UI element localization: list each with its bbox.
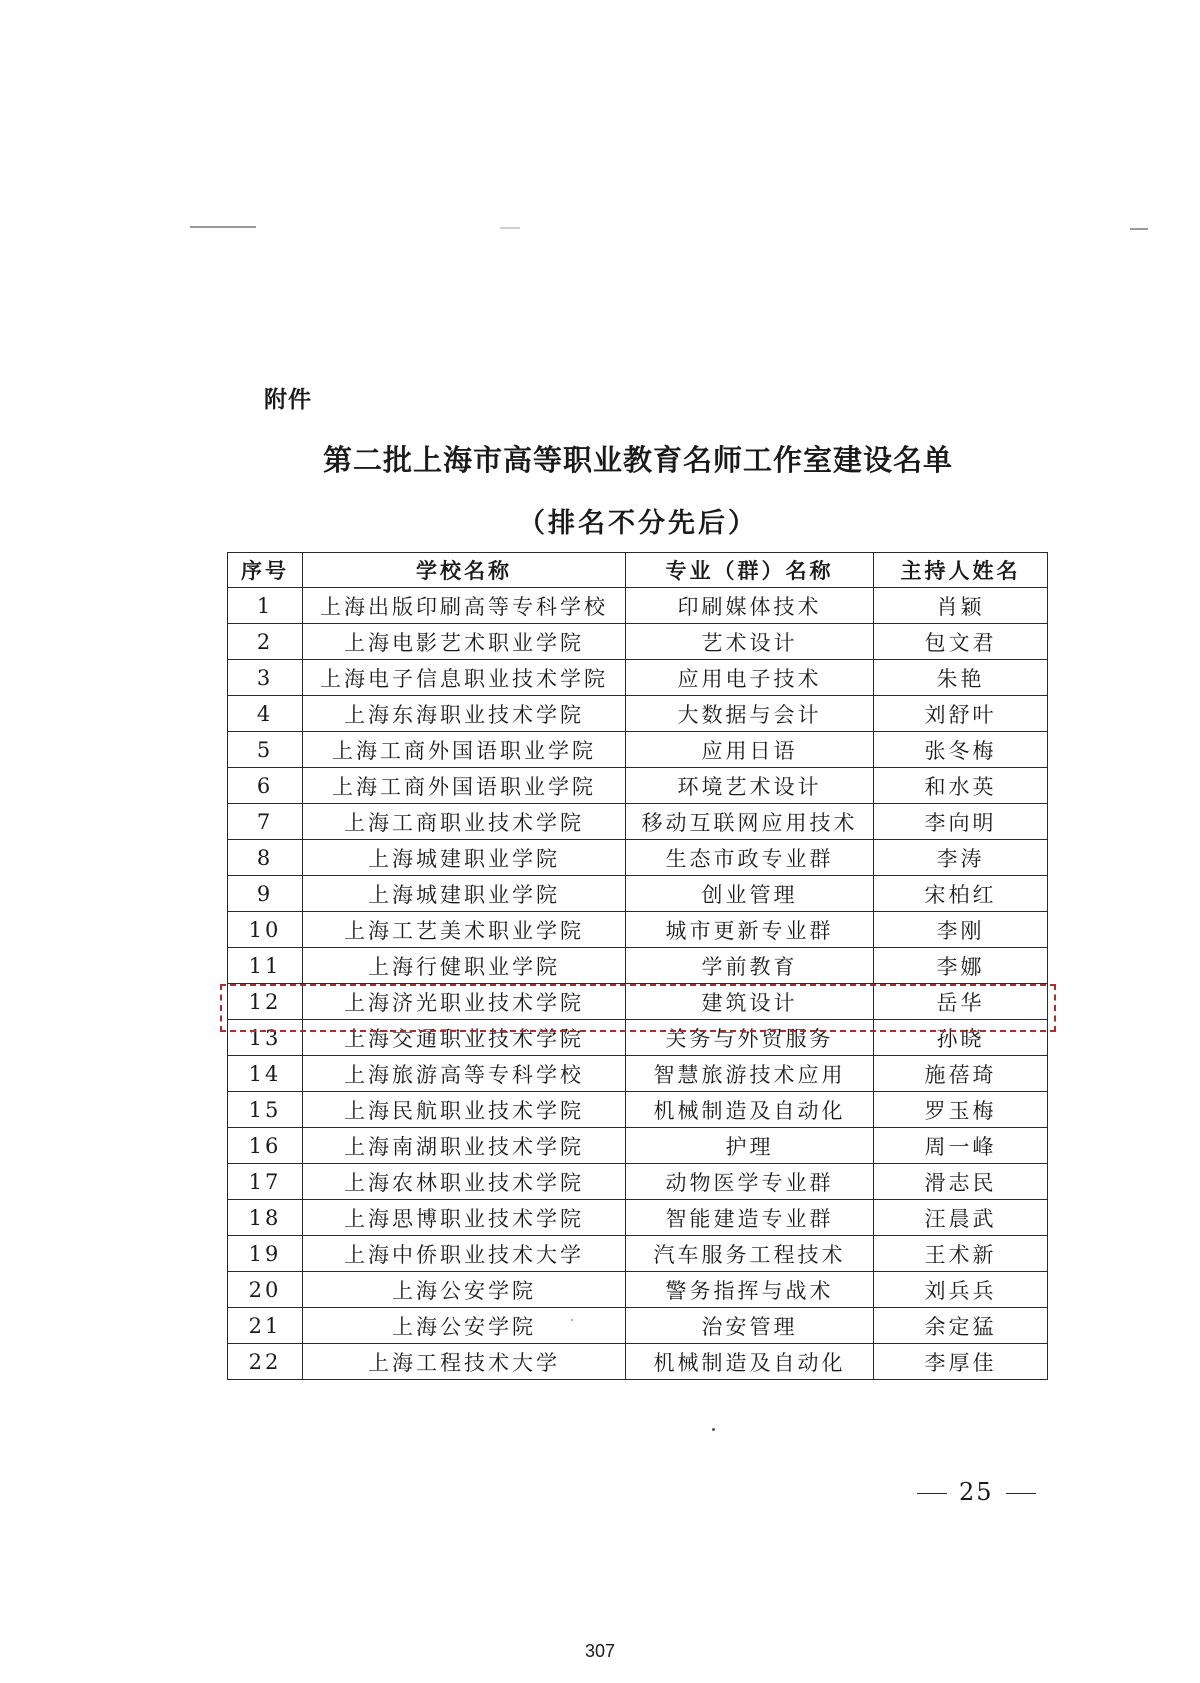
- cell-major: 治安管理: [626, 1308, 874, 1344]
- cell-school: 上海电子信息职业技术学院: [303, 660, 626, 696]
- cell-host: 刘舒叶: [874, 696, 1048, 732]
- table-row: [228, 696, 1048, 732]
- cell-school: 上海农林职业技术学院: [303, 1164, 626, 1200]
- scan-edge-line-right: [1130, 228, 1148, 230]
- page-title: 第二批上海市高等职业教育名师工作室建设名单: [322, 443, 953, 477]
- cell-school: 上海工商外国语职业学院: [303, 768, 626, 804]
- table-row: [228, 1272, 1048, 1308]
- cell-host: 孙晓: [874, 1020, 1048, 1056]
- cell-major: 生态市政专业群: [626, 840, 874, 876]
- table-row: [228, 624, 1048, 660]
- table-row: [228, 804, 1048, 840]
- cell-school: 上海济光职业技术学院: [303, 984, 626, 1020]
- table-row: [228, 588, 1048, 624]
- cell-index: 1: [228, 588, 303, 624]
- cell-school: 上海旅游高等专科学校: [303, 1056, 626, 1092]
- cell-school: 上海出版印刷高等专科学校: [303, 588, 626, 624]
- header-major: 专业（群）名称: [626, 553, 874, 588]
- cell-school: 上海城建职业学院: [303, 840, 626, 876]
- scan-edge-line-left: [190, 226, 256, 228]
- cell-index: 19: [228, 1236, 303, 1272]
- cell-index: 21: [228, 1308, 303, 1344]
- table-row: [228, 1344, 1048, 1380]
- cell-index: 10: [228, 912, 303, 948]
- cell-index: 3: [228, 660, 303, 696]
- cell-major: 护理: [626, 1128, 874, 1164]
- cell-host: 李厚佳: [874, 1344, 1048, 1380]
- cell-school: 上海工艺美术职业学院: [303, 912, 626, 948]
- printed-page-number-value: 25: [959, 1478, 994, 1506]
- cell-index: 22: [228, 1344, 303, 1380]
- table-row: [228, 840, 1048, 876]
- cell-major: 学前教育: [626, 948, 874, 984]
- cell-index: 16: [228, 1128, 303, 1164]
- cell-host: 肖颖: [874, 588, 1048, 624]
- cell-host: 周一峰: [874, 1128, 1048, 1164]
- header-school: 学校名称: [303, 553, 626, 588]
- table-row: [228, 948, 1048, 984]
- cell-index: 2: [228, 624, 303, 660]
- cell-major: 机械制造及自动化: [626, 1092, 874, 1128]
- cell-index: 18: [228, 1200, 303, 1236]
- scan-speck: [712, 1428, 715, 1431]
- cell-index: 12: [228, 984, 303, 1020]
- scan-speck: [571, 1319, 573, 1321]
- cell-school: 上海交通职业技术学院: [303, 1020, 626, 1056]
- attachment-label: 附件: [264, 387, 312, 413]
- table-row: [228, 1020, 1048, 1056]
- cell-host: 朱艳: [874, 660, 1048, 696]
- cell-index: 8: [228, 840, 303, 876]
- cell-major: 应用日语: [626, 732, 874, 768]
- cell-school: 上海工商外国语职业学院: [303, 732, 626, 768]
- table-row: [228, 660, 1048, 696]
- header-index: 序号: [228, 553, 303, 588]
- cell-school: 上海公安学院: [303, 1308, 626, 1344]
- cell-index: 9: [228, 876, 303, 912]
- cell-major: 应用电子技术: [626, 660, 874, 696]
- cell-major: 创业管理: [626, 876, 874, 912]
- table-row: [228, 1308, 1048, 1344]
- cell-host: 李刚: [874, 912, 1048, 948]
- cell-host: 汪晨武: [874, 1200, 1048, 1236]
- cell-index: 6: [228, 768, 303, 804]
- table-row: [228, 912, 1048, 948]
- cell-school: 上海民航职业技术学院: [303, 1092, 626, 1128]
- cell-major: 印刷媒体技术: [626, 588, 874, 624]
- cell-host: 李向明: [874, 804, 1048, 840]
- cell-host: 李娜: [874, 948, 1048, 984]
- table-row: [228, 1128, 1048, 1164]
- table-header-row: [228, 553, 1048, 588]
- table-row: [228, 1092, 1048, 1128]
- cell-school: 上海公安学院: [303, 1272, 626, 1308]
- cell-school: 上海工程技术大学: [303, 1344, 626, 1380]
- cell-index: 5: [228, 732, 303, 768]
- page-subtitle: （排名不分先后）: [518, 508, 758, 539]
- cell-host: 宋柏红: [874, 876, 1048, 912]
- cell-major: 移动互联网应用技术: [626, 804, 874, 840]
- cell-host: 余定猛: [874, 1308, 1048, 1344]
- scan-edge-line-mid: [500, 227, 520, 229]
- cell-major: 建筑设计: [626, 984, 874, 1020]
- studio-list-table: [227, 552, 1048, 1380]
- cell-index: 4: [228, 696, 303, 732]
- page-number-dash-left: [917, 1493, 947, 1494]
- cell-major: 汽车服务工程技术: [626, 1236, 874, 1272]
- cell-host: 岳华: [874, 984, 1048, 1020]
- cell-host: 滑志民: [874, 1164, 1048, 1200]
- cell-host: 刘兵兵: [874, 1272, 1048, 1308]
- table-row: [228, 768, 1048, 804]
- header-host: 主持人姓名: [874, 553, 1048, 588]
- table-row: [228, 1056, 1048, 1092]
- cell-host: 和水英: [874, 768, 1048, 804]
- cell-index: 17: [228, 1164, 303, 1200]
- table-row: [228, 984, 1048, 1020]
- table-row: [228, 1200, 1048, 1236]
- cell-index: 13: [228, 1020, 303, 1056]
- cell-host: 王术新: [874, 1236, 1048, 1272]
- cell-major: 城市更新专业群: [626, 912, 874, 948]
- cell-school: 上海工商职业技术学院: [303, 804, 626, 840]
- cell-index: 11: [228, 948, 303, 984]
- cell-major: 动物医学专业群: [626, 1164, 874, 1200]
- printed-page-number: [905, 1478, 1048, 1506]
- cell-major: 环境艺术设计: [626, 768, 874, 804]
- cell-school: 上海城建职业学院: [303, 876, 626, 912]
- cell-host: 施蓓琦: [874, 1056, 1048, 1092]
- cell-major: 智慧旅游技术应用: [626, 1056, 874, 1092]
- cell-index: 7: [228, 804, 303, 840]
- cell-index: 20: [228, 1272, 303, 1308]
- cell-school: 上海中侨职业技术大学: [303, 1236, 626, 1272]
- page-number-dash-right: [1006, 1493, 1036, 1494]
- table-row: [228, 732, 1048, 768]
- cell-index: 15: [228, 1092, 303, 1128]
- pdf-page-number: 307: [584, 1641, 616, 1661]
- table-row: [228, 1164, 1048, 1200]
- cell-major: 智能建造专业群: [626, 1200, 874, 1236]
- cell-school: 上海电影艺术职业学院: [303, 624, 626, 660]
- cell-school: 上海东海职业技术学院: [303, 696, 626, 732]
- cell-major: 关务与外贸服务: [626, 1020, 874, 1056]
- table-row: [228, 876, 1048, 912]
- cell-host: 李涛: [874, 840, 1048, 876]
- cell-major: 大数据与会计: [626, 696, 874, 732]
- cell-host: 包文君: [874, 624, 1048, 660]
- cell-school: 上海南湖职业技术学院: [303, 1128, 626, 1164]
- cell-major: 艺术设计: [626, 624, 874, 660]
- cell-host: 罗玉梅: [874, 1092, 1048, 1128]
- cell-major: 机械制造及自动化: [626, 1344, 874, 1380]
- cell-host: 张冬梅: [874, 732, 1048, 768]
- table-row: [228, 1236, 1048, 1272]
- cell-index: 14: [228, 1056, 303, 1092]
- cell-school: 上海行健职业学院: [303, 948, 626, 984]
- cell-major: 警务指挥与战术: [626, 1272, 874, 1308]
- table-body: [228, 588, 1048, 1380]
- cell-school: 上海思博职业技术学院: [303, 1200, 626, 1236]
